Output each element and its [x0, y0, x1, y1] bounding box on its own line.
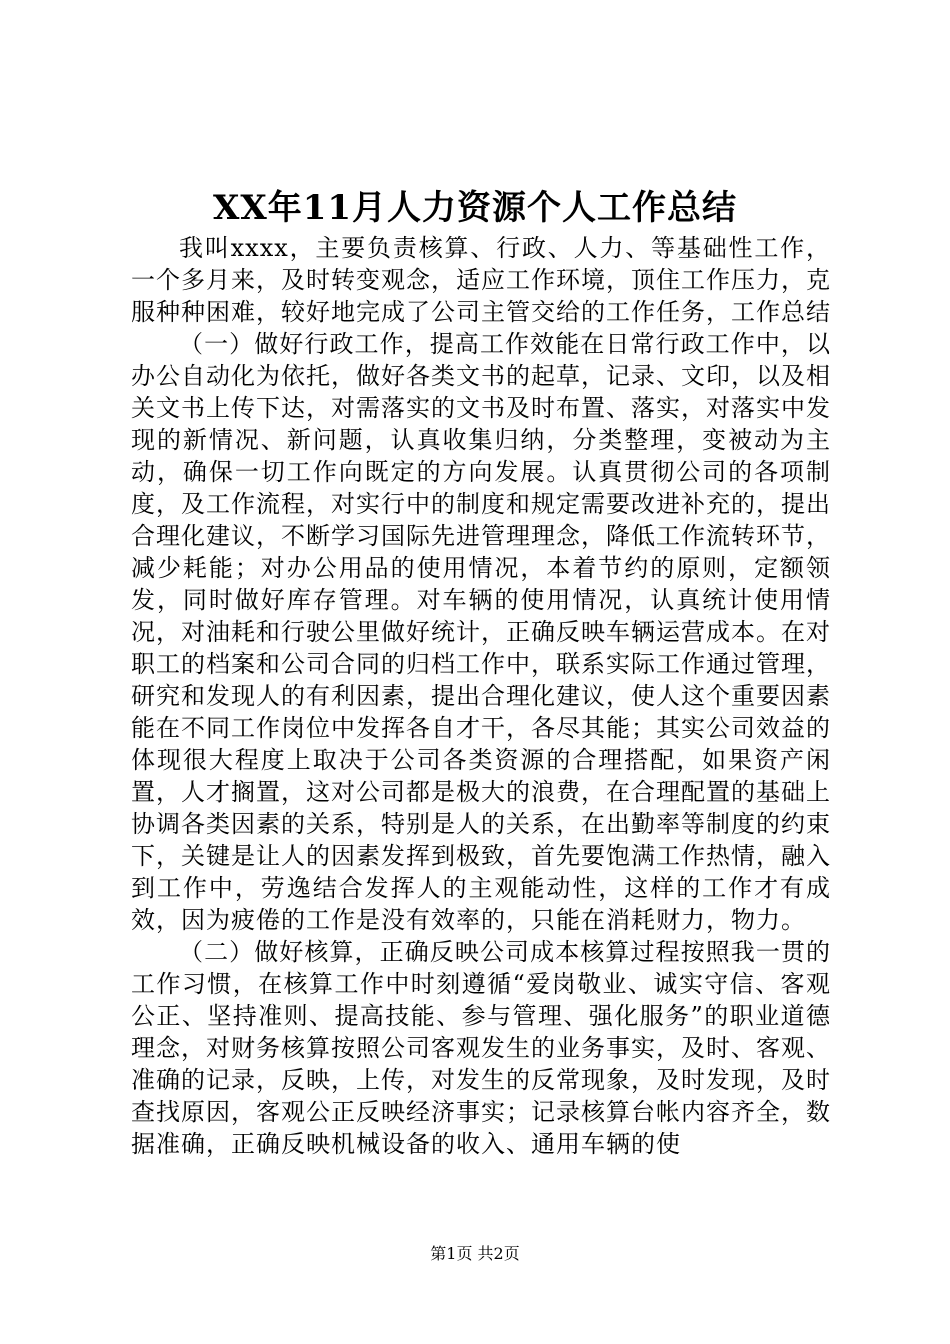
document-body — [131, 232, 831, 1160]
page-number-footer: 第1页 共2页 — [430, 1244, 520, 1263]
paragraph-section-1: （一）做好行政工作，提高工作效能在日常行政工作中，以办公自动化为依托，做好各类文书的起草，记录、文印，以及相关文书上传下达，对需落实的文书及时布置、落实，对落实中发现的新情况、新问题，认真收集归纳，分类整理，变被动为主动，确保一切工作向既定的方向发展。认真贯彻公司的各项制度，及工作流程，对实行中的制度和规定需要改进补充的，提出合理化建议，不断学习国际先进管理理念，降低工作流转环节，减少耗能；对办公用品的使用情况，本着节约的原则，定额领发，同时做好库存管理。对车辆的使用情况，认真统计使用情况，对油耗和行驶公里做好统计，正确反映车辆运营成本。在对职工的档案和公司合同的归档工作中，联系实际工作通过管理，研究和发现人的有利因素，提出合理化建议，使人这个重要因素能在不同工作岗位中发挥各自才干，各尽其能；其实公司效益的体现很大程度上取决于公司各类资源的合理搭配，如果资产闲置，人才搁置，这对公司都是极大的浪费，在合理配置的基础上协调各类因素的关系，特别是人的关系，在出勤率等制度的约束下，关键是让人的因素发挥到极致，首先要饱满工作热情，融入到工作中，劳逸结合发挥人的主观能动性，这样的工作才有成效，因为疲倦的工作是没有效率的，只能在消耗财力，物力。 — [131, 330, 831, 934]
paragraph-intro: 我叫xxxx，主要负责核算、行政、人力、等基础性工作，一个多月来，及时转变观念，适应工作环境，顶住工作压力，克服种种困难，较好地完成了公司主管交给的工作任务，工作总结 — [131, 234, 831, 326]
paragraph-section-2: （二）做好核算，正确反映公司成本核算过程按照我一贯的工作习惯，在核算工作中时刻遵循“爱岗敬业、诚实守信、客观公正、坚持准则、提高技能、参与管理、强化服务”的职业道德理念，对财务核算按照公司客观发生的业务事实，及时、客观、准确的记录，反映，上传，对发生的反常现象，及时发现，及时查找原因，客观公正反映经济事实；记录核算台帐内容齐全，数据准确，正确反映机械设备的收入、通用车辆的使 — [131, 938, 831, 1158]
document-title: XX年11月人力资源个人工作总结 — [212, 188, 738, 228]
